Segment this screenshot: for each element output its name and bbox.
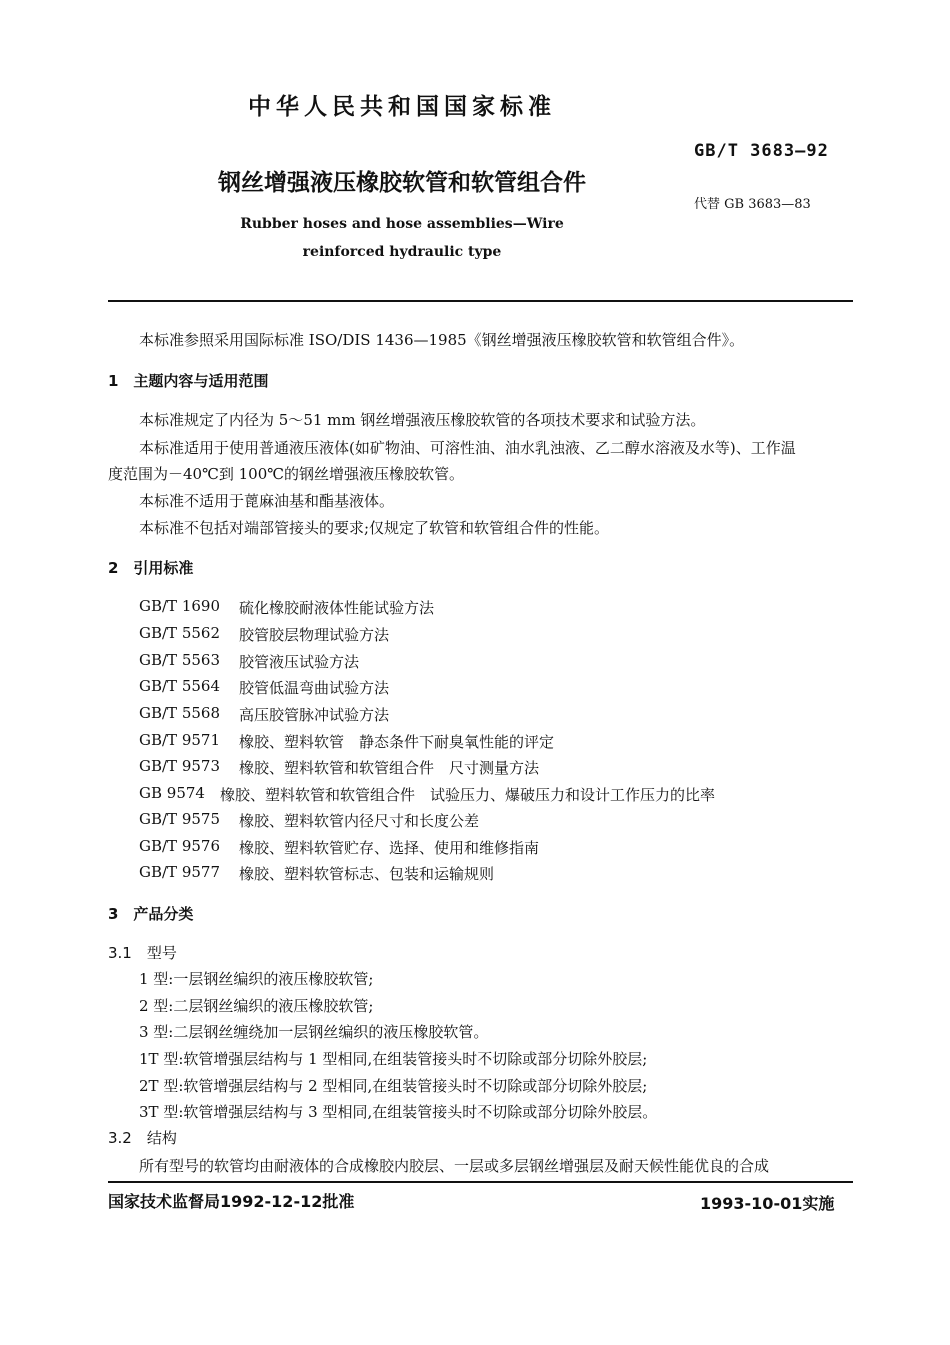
reference-code: GB/T 5562 [139,624,221,642]
header-divider [108,300,853,302]
standard-number: GB/T 3683—92 [694,141,829,161]
section-1-paragraph-3: 本标准不适用于蓖麻油基和酯基液体。 [139,492,395,510]
reference-title: 橡胶、塑料软管内径尺寸和长度公差 [239,812,480,830]
type-list-item: 3 型:二层钢丝缠绕加一层钢丝编织的液压橡胶软管。 [139,1023,489,1041]
section-1-paragraph-2-line2: 度范围为－40℃到 100℃的钢丝增强液压橡胶软管。 [108,465,465,483]
reference-code: GB/T 9575 [139,810,221,828]
document-title-en-line1: Rubber hoses and hose assemblies—Wire [240,216,564,232]
reference-code: GB/T 1690 [139,597,221,615]
reference-title: 高压胶管脉冲试验方法 [239,706,390,724]
type-list-item: 1 型:一层钢丝编织的液压橡胶软管; [139,970,374,988]
reference-code: GB/T 5568 [139,704,221,722]
document-title-en-line2: reinforced hydraulic type [302,244,502,260]
approval-date: 国家技术监督局1992-12-12批准 [108,1192,355,1211]
type-list-item: 1T 型:软管增强层结构与 1 型相同,在组装管接头时不切除或部分切除外胶层; [139,1050,648,1068]
document-title-cn: 钢丝增强液压橡胶软管和软管组合件 [218,170,586,196]
section-3-heading: 3 产品分类 [108,905,194,923]
reference-code: GB/T 9573 [139,757,221,775]
issuing-body-heading: 中华人民共和国国家标准 [248,94,556,120]
reference-code: GB/T 5563 [139,651,221,669]
section-3-2-text: 所有型号的软管均由耐液体的合成橡胶内胶层、一层或多层钢丝增强层及耐天候性能优良的合成 [139,1157,770,1175]
reference-code: GB/T 9576 [139,837,221,855]
reference-code: GB/T 5564 [139,677,221,695]
reference-title: 橡胶、塑料软管和软管组合件 尺寸测量方法 [239,759,540,777]
section-1-heading: 1 主题内容与适用范围 [108,372,269,390]
reference-code: GB/T 9571 [139,731,221,749]
reference-code: GB 9574 [139,784,205,802]
reference-title: 胶管低温弯曲试验方法 [239,679,390,697]
section-1-paragraph-2-line1: 本标准适用于使用普通液压液体(如矿物油、可溶性油、油水乳浊液、乙二醇水溶液及水等)、工作温 [139,439,796,457]
reference-title: 胶管胶层物理试验方法 [239,626,390,644]
intro-paragraph: 本标准参照采用国际标准 ISO/DIS 1436—1985《钢丝增强液压橡胶软管和软管组合件》。 [139,331,745,349]
implementation-date: 1993-10-01实施 [700,1194,835,1213]
footer-divider [108,1181,853,1183]
replaces-standard: 代替 GB 3683—83 [694,197,811,212]
reference-title: 橡胶、塑料软管和软管组合件 试验压力、爆破压力和设计工作压力的比率 [220,786,716,804]
type-list-item: 2T 型:软管增强层结构与 2 型相同,在组装管接头时不切除或部分切除外胶层; [139,1077,648,1095]
section-1-paragraph-1: 本标准规定了内径为 5～51 mm 钢丝增强液压橡胶软管的各项技术要求和试验方法。 [139,411,706,429]
reference-code: GB/T 9577 [139,863,221,881]
reference-title: 橡胶、塑料软管贮存、选择、使用和维修指南 [239,839,540,857]
section-1-paragraph-4: 本标准不包括对端部管接头的要求;仅规定了软管和软管组合件的性能。 [139,519,610,537]
type-list-item: 2 型:二层钢丝编织的液压橡胶软管; [139,997,374,1015]
type-list-item: 3T 型:软管增强层结构与 3 型相同,在组装管接头时不切除或部分切除外胶层。 [139,1103,658,1121]
reference-title: 橡胶、塑料软管 静态条件下耐臭氧性能的评定 [239,733,555,751]
section-3-1-heading: 3.1 型号 [108,944,177,962]
reference-title: 硫化橡胶耐液体性能试验方法 [239,599,435,617]
section-3-2-heading: 3.2 结构 [108,1129,177,1147]
reference-title: 胶管液压试验方法 [239,653,360,671]
reference-title: 橡胶、塑料软管标志、包装和运输规则 [239,865,495,883]
section-2-heading: 2 引用标准 [108,559,194,577]
